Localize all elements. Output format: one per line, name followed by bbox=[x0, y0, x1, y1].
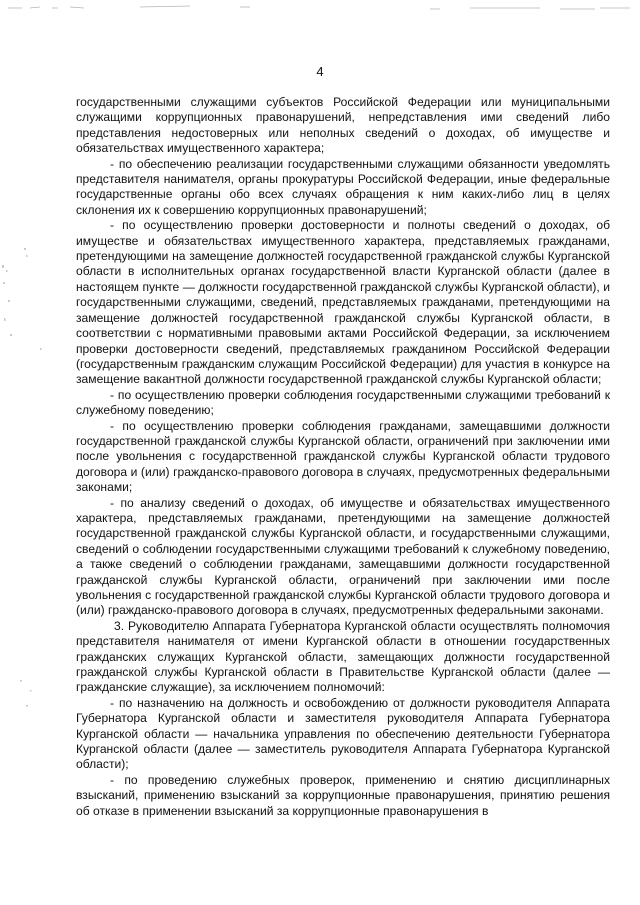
list-item-former-employees-verification: - по осуществлению проверки соблюдения гражданами, замещавшими должности государственной гражданской службы Курганской области, ограничений при заключении ими после увольнения с государственной гражданской службы Курганской области трудового договора и (или) гражданско-правового договора в случаях, предусмотренных федеральными законами; bbox=[76, 418, 610, 495]
paragraph-clause-3: 3. Руководителю Аппарата Губернатора Курганской области осуществлять полномочия представителя нанимателя от имени Курганской области в отношении государственных гражданских служащих Курганской области, замещающих должности государственной гражданской службы Курганской области в Правительстве Курганской области (далее — гражданские служащие), за исключением полномочий: bbox=[76, 618, 610, 695]
list-item-notification-duty: - по обеспечению реализации государственными служащими обязанности уведомлять представителя нанимателя, органы прокуратуры Российской Федерации, иные федеральные государственные органы обо всех случаях обращения к ним каких-либо лиц в целях склонения их к совершению коррупционных правонарушений; bbox=[76, 156, 610, 217]
list-item-appointment-powers: - по назначению на должность и освобождению от должности руководителя Аппарата Губернатора Курганской области и заместителя руководителя Аппарата Губернатора Курганской области — начальника управления по обеспечению деятельности Губернатора Курганской области (далее — заместитель руководителя Аппарата Губернатора Курганской области); bbox=[76, 695, 610, 772]
document-body bbox=[76, 95, 610, 819]
list-item-income-verification: - по осуществлению проверки достоверности и полноты сведений о доходах, об имуществе и обязательствах имущественного характера, представляемых гражданами, претендующими на замещение должностей государственной гражданской службы Курганской области в исполнительных органах государственной власти Курганской области (далее в настоящем пункте — должности государственной гражданской службы Курганской области), и государственными служащими, сведений, представляемых гражданами, претендующими на замещение должностей государственной гражданской службы Курганской области, в соответствии с нормативными правовыми актами Российской Федерации, за исключением проверки достоверности сведений, представляемых гражданином Российской Федерации (государственным гражданским служащим Российской Федерации) для участия в конкурсе на замещение вакантной должности государственной гражданской службы Курганской области; bbox=[76, 218, 610, 387]
paragraph-continuation: государственными служащими субъектов Российской Федерации или муниципальными служащими коррупционных правонарушений, непредставления ими сведений либо представления недостоверных или неполных сведений о доходах, об имуществе и обязательствах имущественного характера; bbox=[76, 95, 610, 156]
list-item-conduct-verification: - по осуществлению проверки соблюдения государственными служащими требований к служебному поведению; bbox=[76, 387, 610, 418]
page-number: 4 bbox=[316, 64, 324, 79]
list-item-income-analysis: - по анализу сведений о доходах, об имуществе и обязательствах имущественного характера, представляемых гражданами, претендующими на замещение должностей государственной гражданской службы Курганской области, и государственными служащими, сведений о соблюдении государственными служащими требований к служебному поведению, а также сведений о соблюдении гражданами, замещавшими должности государственной гражданской службы Курганской области, ограничений при заключении ими после увольнения с государственной гражданской службы Курганской области трудового договора и (или) гражданско-правового договора в случаях, предусмотренных федеральными законами. bbox=[76, 495, 610, 618]
list-item-disciplinary-powers: - по проведению служебных проверок, применению и снятию дисциплинарных взысканий, применению взысканий за коррупционные правонарушения, принятию решения об отказе в применении взысканий за коррупционные правонарушения в bbox=[76, 772, 610, 818]
